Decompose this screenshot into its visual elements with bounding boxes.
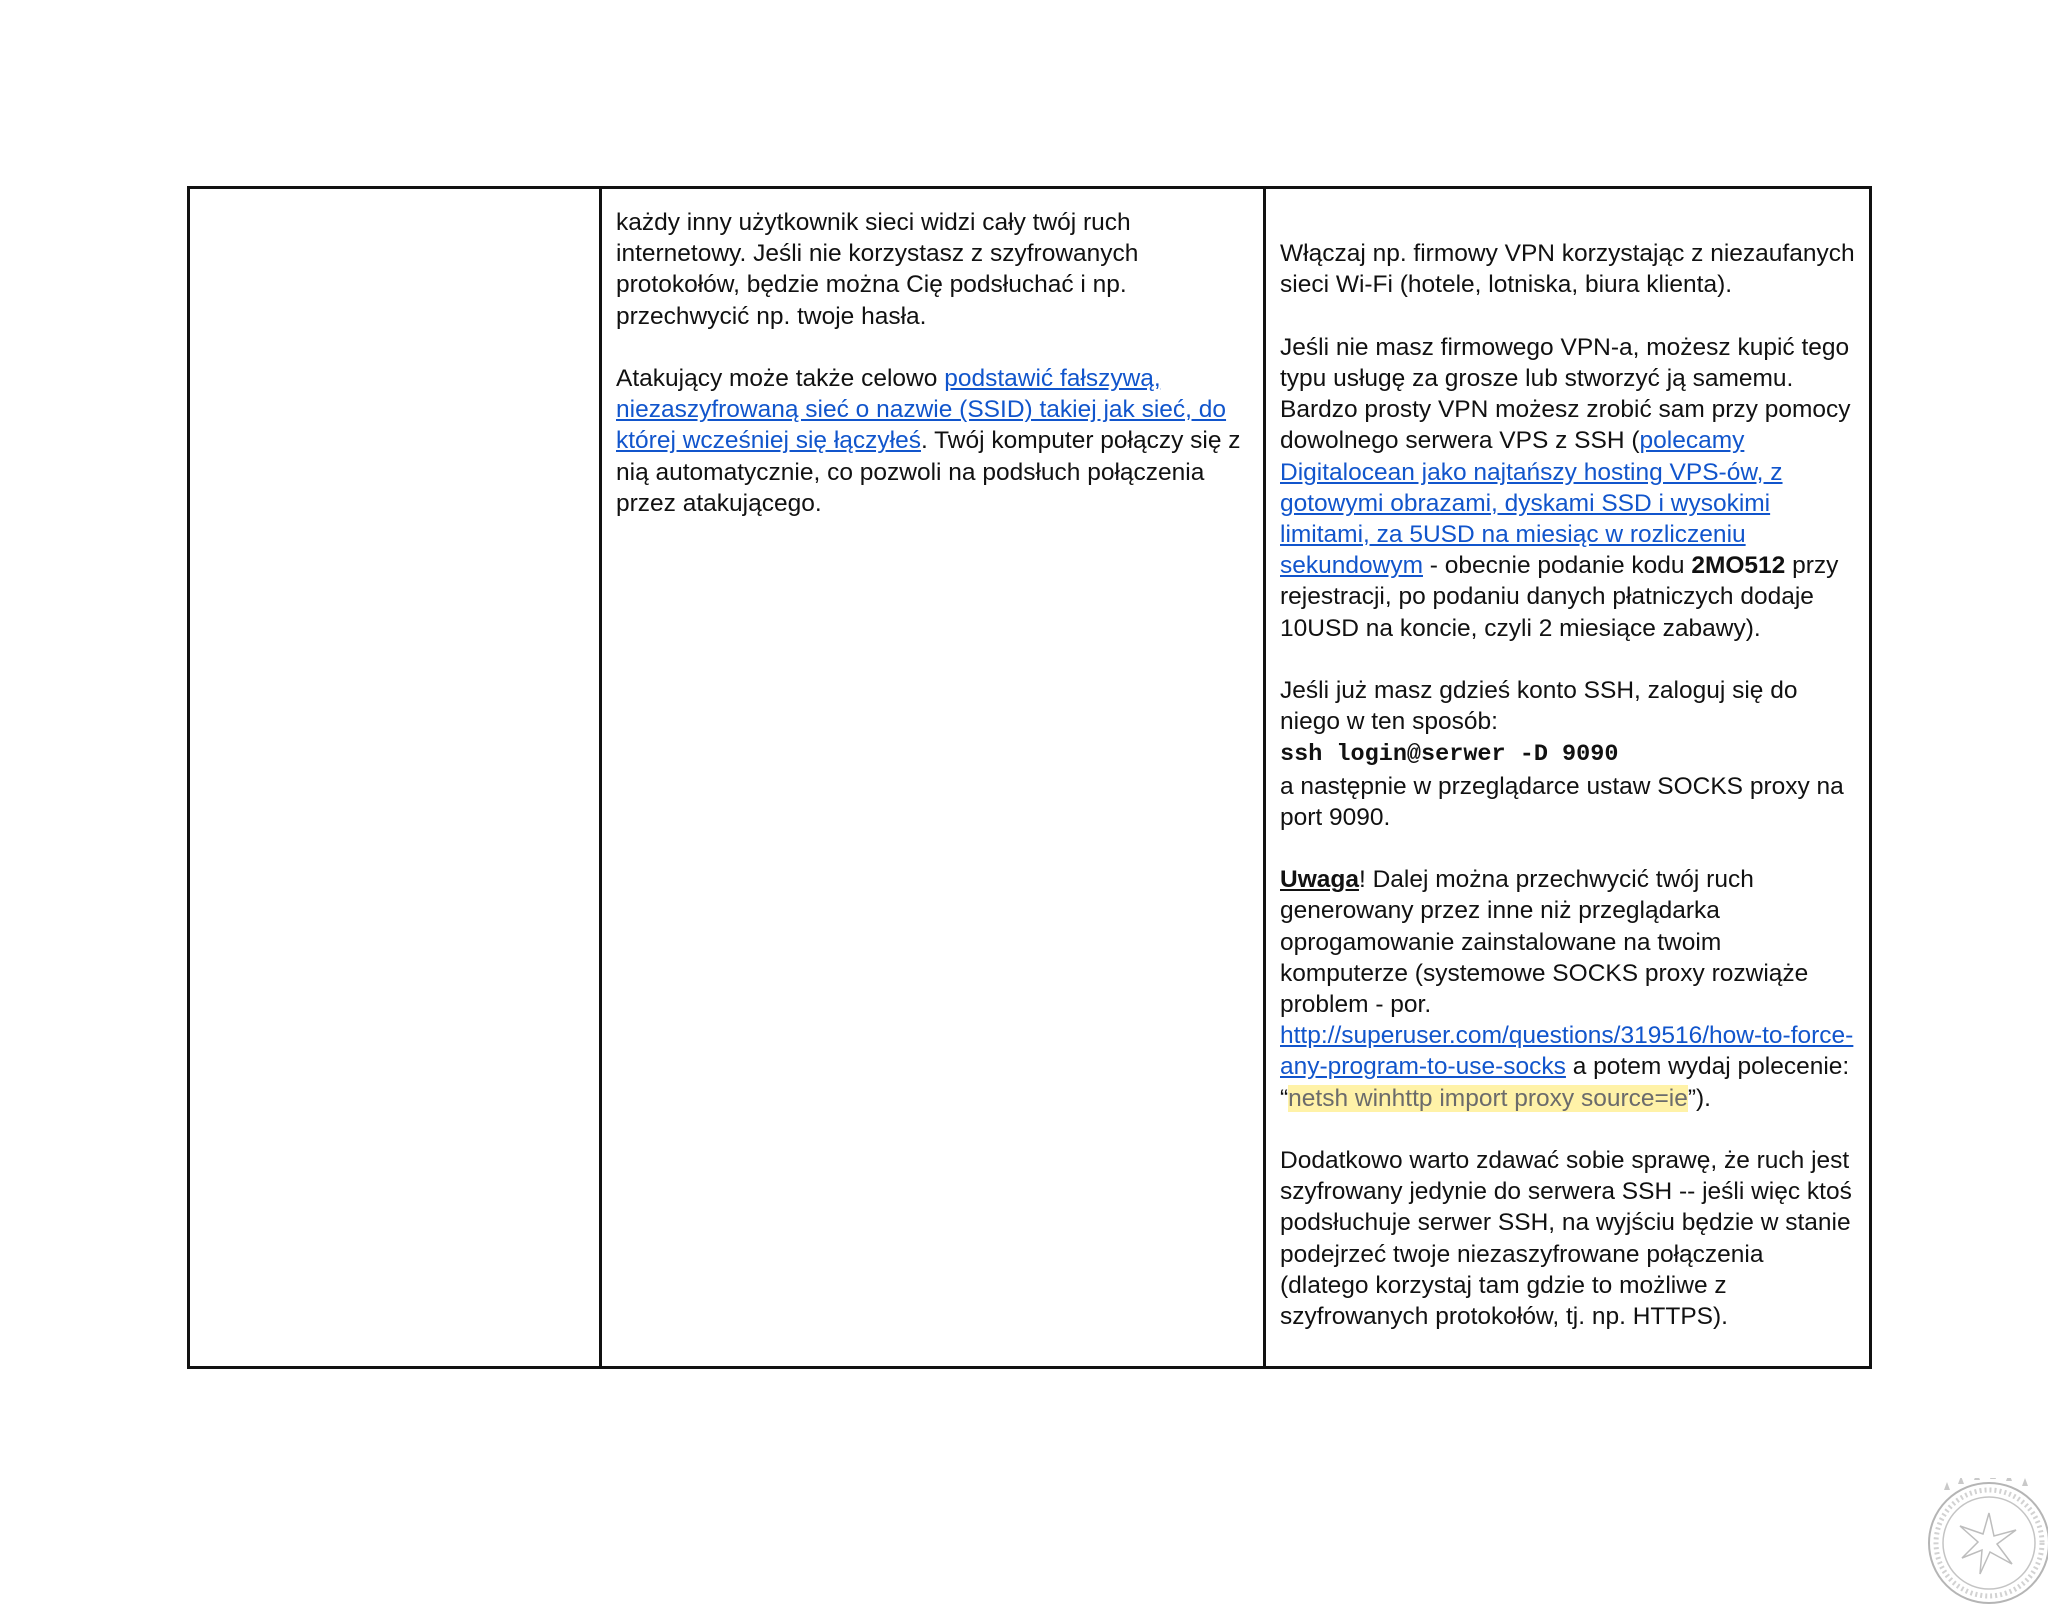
digitalocean-link[interactable]: polecamy Digitalocean jako najtańszy hosting VPS-ów, z gotowymi obrazami, dyskami SSD i wysokimi limitami, za 5USD na miesiąc w rozliczeniu sekundowym	[1280, 427, 1783, 580]
ssh-text: Jeśli już masz gdzieś konto SSH, zaloguj się do niego w ten sposób:	[1280, 677, 1798, 736]
ssh-encryption-paragraph: Dodatkowo warto zdawać sobie sprawę, że ruch jest szyfrowany jedynie do serwera SSH -- jeśli więc ktoś podsłuchuje serwer SSH, na wyjściu będzie w stanie podejrzeć twoje niezaszyfrowane połączenia (dlatego korzystaj tam gdzie to możliwe z szyfrowanych protokołów, tj. np. HTTPS).	[1280, 1147, 1852, 1331]
superuser-link[interactable]: http://superuser.com/questions/319516/how-to-force-any-program-to-use-socks	[1280, 1022, 1854, 1081]
vps-paragraph	[1280, 332, 1855, 644]
promo-code: 2MO512	[1691, 552, 1786, 580]
ssh-command: ssh login@serwer -D 9090	[1280, 741, 1619, 769]
vps-text: Jeśli nie masz firmowego VPN-a, możesz kupić tego typu usługę za grosze lub stworzyć ją samemu. Bardzo prosty VPN możesz zrobić sam przy pomocy dowolnego serwera VPS z SSH (	[1280, 333, 1851, 455]
content-table	[187, 186, 1872, 1369]
warning-label: Uwaga	[1280, 866, 1359, 894]
ssh-paragraph	[1280, 675, 1855, 833]
fake-network-text-end: . Twój komputer połączy się z nią automatycznie, co pozwoli na podsłuch połączenia przez atakującego.	[616, 427, 1241, 517]
vpn-paragraph: Włączaj np. firmowy VPN korzystając z niezaufanych sieci Wi-Fi (hotele, lotniska, biura klienta).	[1280, 240, 1855, 299]
warning-paragraph	[1280, 864, 1855, 1114]
fake-network-paragraph	[616, 363, 1249, 519]
ssh-text-end: a następnie w przeglądarce ustaw SOCKS proxy na port 9090.	[1280, 772, 1844, 831]
vps-text-end: przy rejestracji, po podaniu danych płatniczych dodaje 10USD na koncie, czyli 2 miesiące zabawy).	[1280, 552, 1839, 642]
warning-text-mid: a potem wydaj polecenie: “	[1280, 1053, 1850, 1112]
table-cell-solution	[1265, 188, 1871, 1368]
fake-network-link[interactable]: podstawić fałszywą, niezaszyfrowaną sieć o nazwie (SSID) takiej jak sieć, do której wcześniej się łączyłeś	[616, 365, 1227, 455]
fake-network-text: Atakujący może także celowo	[616, 365, 945, 392]
table-cell-empty	[189, 188, 601, 1368]
threat-paragraph: każdy inny użytkownik sieci widzi cały twój ruch internetowy. Jeśli nie korzystasz z szyfrowanych protokołów, będzie można Cię podsłuchać i np. przechwycić np. twoje hasła.	[616, 209, 1139, 330]
warning-text: ! Dalej można przechwycić twój ruch generowany przez inne niż przeglądarka oprogamowanie zainstalowane na twoim komputerze (systemowe SOCKS proxy rozwiąże problem - por.	[1280, 866, 1809, 1019]
seal-icon	[1924, 1478, 2048, 1608]
table-cell-threat	[601, 188, 1265, 1368]
vps-text-mid: - obecnie podanie kodu	[1422, 552, 1692, 580]
table-row	[189, 188, 1871, 1368]
warning-text-end: ”).	[1687, 1084, 1711, 1112]
netsh-command: netsh winhttp import proxy source=ie	[1288, 1084, 1688, 1112]
